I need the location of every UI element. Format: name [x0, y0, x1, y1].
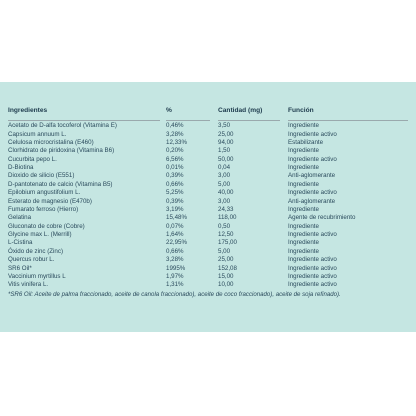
- function-cell: Ingrediente: [288, 239, 319, 247]
- function-cell: Ingrediente activo: [288, 231, 337, 239]
- header-percent: %: [166, 107, 172, 114]
- function-cell: Ingrediente: [288, 164, 319, 172]
- ingredient-cell: Gelatina: [8, 214, 32, 222]
- function-cell: Estabilizante: [288, 138, 324, 146]
- function-cell: Ingrediente: [288, 222, 319, 230]
- header-function: Función: [288, 107, 314, 114]
- function-cell: Ingrediente: [288, 247, 319, 255]
- ingredient-cell: L-Cistina: [8, 239, 33, 247]
- quantity-cell: 25,00: [218, 256, 234, 264]
- ingredient-cell: D-pantotenato de calcio (Vitamina B5): [8, 180, 113, 188]
- quantity-cell: 118,00: [218, 214, 237, 222]
- percent-cell: 0,66%: [166, 180, 184, 188]
- quantity-cell: 10,00: [218, 281, 234, 289]
- ingredient-cell: Fumarato ferroso (Hierro): [8, 205, 79, 213]
- function-cell: Anti-aglomerante: [288, 172, 336, 180]
- ingredient-column: [8, 122, 160, 290]
- quantity-cell: 3,00: [218, 197, 231, 205]
- quantity-cell: 175,00: [218, 239, 237, 247]
- quantity-cell: 1,50: [218, 147, 231, 155]
- ingredient-cell: D-Biotina: [8, 164, 34, 172]
- percent-cell: 0,46%: [166, 122, 184, 130]
- quantity-cell: 152,08: [218, 264, 237, 272]
- ingredient-cell: Vitis vinifera L.: [8, 281, 49, 289]
- quantity-cell: 5,00: [218, 180, 231, 188]
- function-cell: Ingrediente: [288, 122, 319, 130]
- percent-cell: 0,01%: [166, 164, 184, 172]
- percent-cell: 1,97%: [166, 272, 184, 280]
- percent-cell: 3,19%: [166, 205, 184, 213]
- header-divider-quantity: [218, 120, 280, 121]
- ingredient-cell: Gluconato de cobre (Cobre): [8, 222, 85, 230]
- quantity-cell: 0,50: [218, 222, 231, 230]
- percent-cell: 15,48%: [166, 214, 187, 222]
- quantity-cell: 94,00: [218, 138, 234, 146]
- ingredient-cell: Óxido de zinc (Zinc): [8, 247, 64, 255]
- function-cell: Anti-aglomerante: [288, 197, 336, 205]
- quantity-cell: 12,50: [218, 231, 234, 239]
- quantity-cell: 5,00: [218, 247, 231, 255]
- function-cell: Agente de recubrimiento: [288, 214, 356, 222]
- percent-cell: 0,66%: [166, 247, 184, 255]
- percent-cell: 1,31%: [166, 281, 184, 289]
- percent-cell: 0,39%: [166, 172, 184, 180]
- ingredient-cell: Quercus robur L.: [8, 256, 55, 264]
- percent-cell: 5,25%: [166, 189, 184, 197]
- ingredient-cell: Celulosa microcristalina (E460): [8, 138, 94, 146]
- quantity-cell: 3,00: [218, 172, 231, 180]
- quantity-cell: 15,00: [218, 272, 234, 280]
- quantity-cell: 24,33: [218, 205, 234, 213]
- quantity-column: [218, 122, 280, 290]
- header-divider-percent: [166, 120, 210, 121]
- function-cell: Ingrediente activo: [288, 272, 337, 280]
- function-cell: Ingrediente activo: [288, 130, 337, 138]
- function-cell: Ingrediente: [288, 147, 319, 155]
- header-quantity: Cantidad (mg): [218, 107, 263, 114]
- ingredient-cell: Glycine max L. (Merrill): [8, 231, 72, 239]
- percent-cell: 0,07%: [166, 222, 184, 230]
- percent-cell: 6,56%: [166, 155, 184, 163]
- percent-cell: 3,28%: [166, 256, 184, 264]
- ingredient-cell: Dioxido de silicio (E551): [8, 172, 75, 180]
- header-ingredients: Ingredientes: [8, 107, 48, 114]
- ingredient-cell: Clorhidrato de piridoxina (Vitamina B6): [8, 147, 115, 155]
- function-column: [288, 122, 408, 290]
- quantity-cell: 40,00: [218, 189, 234, 197]
- header-divider-ingredients: [8, 120, 160, 121]
- percent-cell: 0,20%: [166, 147, 184, 155]
- ingredient-cell: Vaccinium myrtillus L: [8, 272, 66, 280]
- quantity-cell: 0,04: [218, 164, 231, 172]
- ingredient-cell: Cucurbita pepo L.: [8, 155, 57, 163]
- function-cell: Ingrediente: [288, 205, 319, 213]
- function-cell: Ingrediente activo: [288, 264, 337, 272]
- ingredient-cell: Capsicum annuum L.: [8, 130, 67, 138]
- percent-cell: 22,95%: [166, 239, 187, 247]
- header-divider-function: [288, 120, 408, 121]
- percent-cell: 1995%: [166, 264, 186, 272]
- ingredient-cell: Acetato de D-alfa tocoferol (Vitamina E): [8, 122, 117, 130]
- quantity-cell: 25,00: [218, 130, 234, 138]
- function-cell: Ingrediente activo: [288, 256, 337, 264]
- function-cell: Ingrediente: [288, 180, 319, 188]
- quantity-cell: 50,00: [218, 155, 234, 163]
- percent-cell: 12,33%: [166, 138, 187, 146]
- ingredient-cell: Epilobium angustifolium L.: [8, 189, 81, 197]
- quantity-cell: 3,50: [218, 122, 231, 130]
- function-cell: Ingrediente activo: [288, 281, 337, 289]
- ingredient-cell: SR6 Oil*: [8, 264, 32, 272]
- percent-cell: 1,64%: [166, 231, 184, 239]
- percent-cell: 0,39%: [166, 197, 184, 205]
- ingredient-cell: Esterato de magnesio (E470b): [8, 197, 92, 205]
- function-cell: Ingrediente activo: [288, 189, 337, 197]
- percent-column: [166, 122, 210, 290]
- function-cell: Ingrediente activo: [288, 155, 337, 163]
- percent-cell: 3,28%: [166, 130, 184, 138]
- footnote: *SR6 Oil: Aceite de palma fraccionado, aceite de canola fraccionado), aceite de coco fraccionado), aceite de soja refinado).: [8, 291, 341, 298]
